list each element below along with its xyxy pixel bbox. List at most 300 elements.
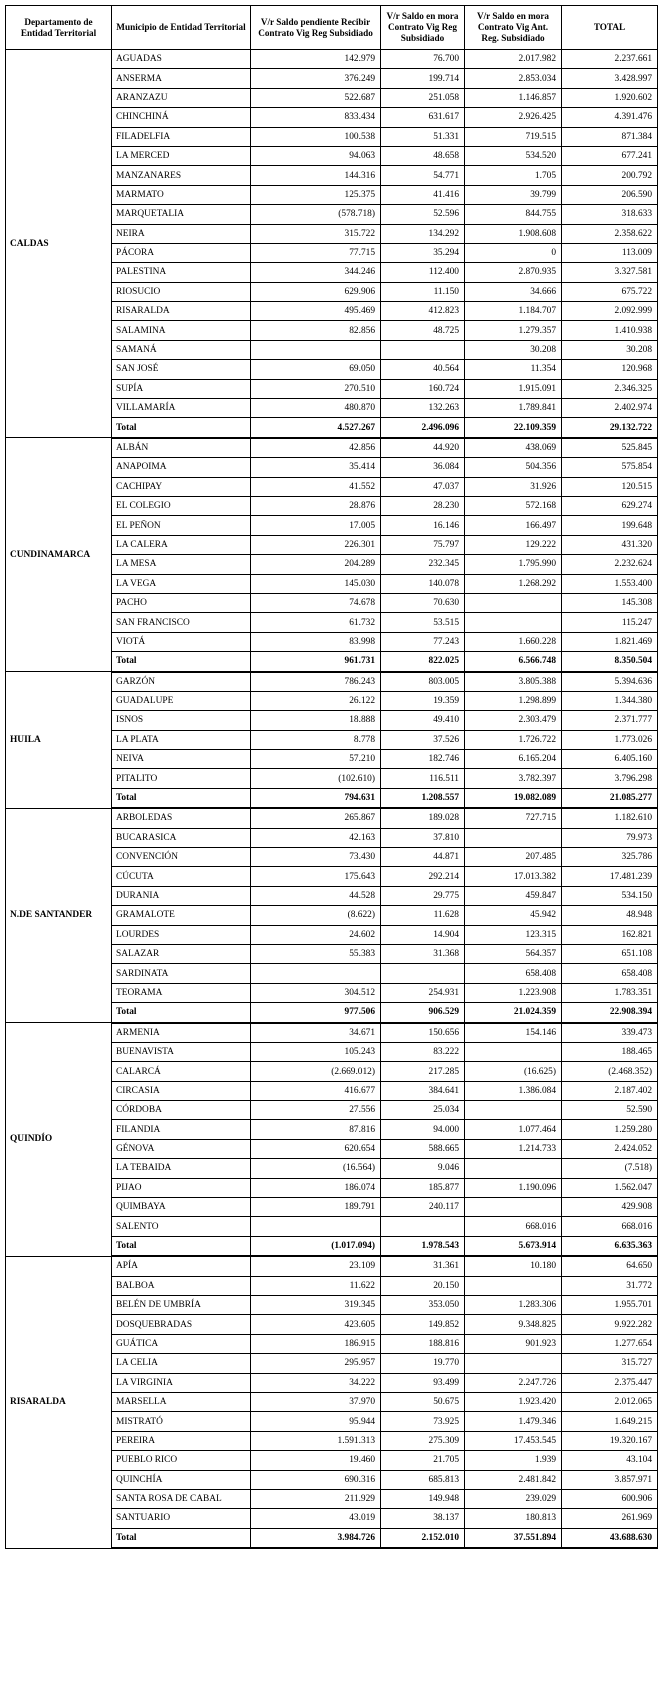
municipality-cell: APÍA xyxy=(112,1256,251,1276)
value-cell: 144.316 xyxy=(251,166,381,185)
value-cell: (16.625) xyxy=(465,1062,562,1081)
value-cell: 495.469 xyxy=(251,302,381,321)
municipality-cell: DOSQUEBRADAS xyxy=(112,1315,251,1334)
value-cell: 199.648 xyxy=(562,516,658,535)
value-cell: 94.000 xyxy=(381,1120,465,1139)
municipality-cell: LA VIRGINIA xyxy=(112,1373,251,1392)
value-cell: 1.283.306 xyxy=(465,1296,562,1315)
value-cell: 677.241 xyxy=(562,146,658,165)
value-cell: 44.528 xyxy=(251,886,381,905)
balance-table xyxy=(5,5,658,1549)
table-header xyxy=(6,6,658,50)
value-cell: 572.168 xyxy=(465,496,562,515)
value-cell: 45.942 xyxy=(465,906,562,925)
value-cell: 1.182.610 xyxy=(562,808,658,828)
value-cell: 123.315 xyxy=(465,925,562,944)
value-cell: 50.675 xyxy=(381,1392,465,1411)
value-cell: 261.969 xyxy=(562,1509,658,1528)
value-cell: 833.434 xyxy=(251,108,381,127)
value-cell xyxy=(465,1159,562,1178)
value-cell: 186.074 xyxy=(251,1178,381,1197)
value-cell: 251.058 xyxy=(381,88,465,107)
value-cell xyxy=(465,593,562,612)
total-value: 3.984.726 xyxy=(251,1528,381,1548)
total-value: 5.673.914 xyxy=(465,1236,562,1256)
municipality-cell: MANZANARES xyxy=(112,166,251,185)
value-cell: 186.915 xyxy=(251,1334,381,1353)
value-cell: 154.146 xyxy=(465,1023,562,1043)
municipality-cell: GUÁTICA xyxy=(112,1334,251,1353)
municipality-cell: LA PLATA xyxy=(112,730,251,749)
municipality-cell: VILLAMARÍA xyxy=(112,399,251,418)
value-cell: 41.416 xyxy=(381,185,465,204)
value-cell: 2.012.065 xyxy=(562,1392,658,1411)
municipality-cell: FILADELFIA xyxy=(112,127,251,146)
department-cell: QUINDÍO xyxy=(6,1023,112,1257)
value-cell: 2.853.034 xyxy=(465,69,562,88)
value-cell: 534.150 xyxy=(562,886,658,905)
value-cell: 2.187.402 xyxy=(562,1081,658,1100)
value-cell: 629.274 xyxy=(562,496,658,515)
value-cell: 160.724 xyxy=(381,379,465,398)
municipality-cell: NEIVA xyxy=(112,750,251,769)
value-cell: 325.786 xyxy=(562,848,658,867)
value-cell: 182.746 xyxy=(381,750,465,769)
municipality-cell: CONVENCIÓN xyxy=(112,848,251,867)
value-cell: 57.210 xyxy=(251,750,381,769)
value-cell: 93.499 xyxy=(381,1373,465,1392)
value-cell: 1.184.707 xyxy=(465,302,562,321)
department-cell: CALDAS xyxy=(6,50,112,438)
municipality-cell: ANAPOIMA xyxy=(112,458,251,477)
value-cell: 42.163 xyxy=(251,828,381,847)
value-cell: 189.028 xyxy=(381,808,465,828)
value-cell: 11.354 xyxy=(465,360,562,379)
value-cell: 1.649.215 xyxy=(562,1412,658,1431)
municipality-cell: ARBOLEDAS xyxy=(112,808,251,828)
value-cell: 315.727 xyxy=(562,1354,658,1373)
value-cell: 668.016 xyxy=(465,1217,562,1236)
municipality-cell: PUEBLO RICO xyxy=(112,1451,251,1470)
value-cell: 20.150 xyxy=(381,1276,465,1295)
municipality-cell: SALAMINA xyxy=(112,321,251,340)
total-value: 8.350.504 xyxy=(562,652,658,672)
value-cell xyxy=(381,1217,465,1236)
value-cell: 1.268.292 xyxy=(465,574,562,593)
value-cell: 3.428.997 xyxy=(562,69,658,88)
value-cell: 2.481.842 xyxy=(465,1470,562,1489)
value-cell: (7.518) xyxy=(562,1159,658,1178)
value-cell: 17.005 xyxy=(251,516,381,535)
value-cell: 83.998 xyxy=(251,632,381,651)
value-cell xyxy=(465,1042,562,1061)
value-cell: 77.715 xyxy=(251,243,381,262)
value-cell: 64.650 xyxy=(562,1256,658,1276)
value-cell: 41.552 xyxy=(251,477,381,496)
value-cell: 34.666 xyxy=(465,282,562,301)
value-cell: 1.789.841 xyxy=(465,399,562,418)
value-cell: 651.108 xyxy=(562,944,658,963)
value-cell: 75.797 xyxy=(381,535,465,554)
municipality-cell: CHINCHINÁ xyxy=(112,108,251,127)
value-cell: 11.150 xyxy=(381,282,465,301)
total-value: 1.978.543 xyxy=(381,1236,465,1256)
value-cell: 52.590 xyxy=(562,1101,658,1120)
value-cell: 31.926 xyxy=(465,477,562,496)
value-cell: 318.633 xyxy=(562,205,658,224)
value-cell: 2.375.447 xyxy=(562,1373,658,1392)
value-cell: 620.654 xyxy=(251,1139,381,1158)
municipality-cell: CÓRDOBA xyxy=(112,1101,251,1120)
municipality-cell: LA MESA xyxy=(112,555,251,574)
value-cell: 2.926.425 xyxy=(465,108,562,127)
value-cell: 150.656 xyxy=(381,1023,465,1043)
value-cell: 1.279.357 xyxy=(465,321,562,340)
municipality-cell: SAMANÁ xyxy=(112,340,251,359)
municipality-cell: PIJAO xyxy=(112,1178,251,1197)
value-cell: 1.146.857 xyxy=(465,88,562,107)
value-cell: 23.109 xyxy=(251,1256,381,1276)
value-cell: 1.562.047 xyxy=(562,1178,658,1197)
value-cell: 166.497 xyxy=(465,516,562,535)
value-cell: 384.641 xyxy=(381,1081,465,1100)
value-cell: 2.346.325 xyxy=(562,379,658,398)
value-cell: 1.591.313 xyxy=(251,1431,381,1450)
value-cell: 120.968 xyxy=(562,360,658,379)
value-cell: 871.384 xyxy=(562,127,658,146)
value-cell: 120.515 xyxy=(562,477,658,496)
municipality-cell: CIRCASIA xyxy=(112,1081,251,1100)
municipality-cell: QUINCHÍA xyxy=(112,1470,251,1489)
total-value: 794.631 xyxy=(251,788,381,808)
value-cell: 1.277.654 xyxy=(562,1334,658,1353)
value-cell: 423.605 xyxy=(251,1315,381,1334)
value-cell: 534.520 xyxy=(465,146,562,165)
municipality-cell: MISTRATÓ xyxy=(112,1412,251,1431)
value-cell: 69.050 xyxy=(251,360,381,379)
value-cell: 70.630 xyxy=(381,593,465,612)
value-cell: 112.400 xyxy=(381,263,465,282)
value-cell: 25.034 xyxy=(381,1101,465,1120)
value-cell: 8.778 xyxy=(251,730,381,749)
municipality-cell: LOURDES xyxy=(112,925,251,944)
value-cell: 1.214.733 xyxy=(465,1139,562,1158)
value-cell: 600.906 xyxy=(562,1489,658,1508)
value-cell: 1.410.938 xyxy=(562,321,658,340)
value-cell: 95.944 xyxy=(251,1412,381,1431)
value-cell: 11.622 xyxy=(251,1276,381,1295)
municipality-cell: SALAZAR xyxy=(112,944,251,963)
value-cell: 2.247.726 xyxy=(465,1373,562,1392)
total-value: 21.024.359 xyxy=(465,1003,562,1023)
value-cell: 116.511 xyxy=(381,769,465,788)
value-cell: 2.424.052 xyxy=(562,1139,658,1158)
value-cell: 82.856 xyxy=(251,321,381,340)
value-cell: 35.294 xyxy=(381,243,465,262)
value-cell: 27.556 xyxy=(251,1101,381,1120)
municipality-cell: SANTA ROSA DE CABAL xyxy=(112,1489,251,1508)
value-cell: 42.856 xyxy=(251,438,381,458)
value-cell: 239.029 xyxy=(465,1489,562,1508)
municipality-cell: ARANZAZU xyxy=(112,88,251,107)
total-value: 2.496.096 xyxy=(381,418,465,438)
value-cell: 2.371.777 xyxy=(562,711,658,730)
value-cell: 204.289 xyxy=(251,555,381,574)
value-cell: 0 xyxy=(465,243,562,262)
department-cell: N.DE SANTANDER xyxy=(6,808,112,1022)
value-cell: 901.923 xyxy=(465,1334,562,1353)
value-cell: 54.771 xyxy=(381,166,465,185)
table-row xyxy=(6,438,658,458)
table-row xyxy=(6,1023,658,1043)
municipality-cell: VIOTÁ xyxy=(112,632,251,651)
total-label: Total xyxy=(112,1003,251,1023)
municipality-cell: LA CELIA xyxy=(112,1354,251,1373)
value-cell: 100.538 xyxy=(251,127,381,146)
value-cell: 30.208 xyxy=(562,340,658,359)
value-cell: 6.405.160 xyxy=(562,750,658,769)
value-cell: 19.320.167 xyxy=(562,1431,658,1450)
municipality-cell: EL PEÑON xyxy=(112,516,251,535)
municipality-cell: MARSELLA xyxy=(112,1392,251,1411)
total-value: 2.152.010 xyxy=(381,1528,465,1548)
municipality-cell: LA TEBAIDA xyxy=(112,1159,251,1178)
value-cell: 431.320 xyxy=(562,535,658,554)
value-cell: 1.955.701 xyxy=(562,1296,658,1315)
value-cell: 1.386.084 xyxy=(465,1081,562,1100)
value-cell xyxy=(251,1217,381,1236)
value-cell: 1.223.908 xyxy=(465,983,562,1002)
municipality-cell: LA CALERA xyxy=(112,535,251,554)
municipality-cell: PITALITO xyxy=(112,769,251,788)
value-cell: 76.700 xyxy=(381,50,465,69)
total-label: Total xyxy=(112,788,251,808)
total-value: 29.132.722 xyxy=(562,418,658,438)
value-cell: 292.214 xyxy=(381,867,465,886)
total-value: 822.025 xyxy=(381,652,465,672)
value-cell: 26.122 xyxy=(251,691,381,710)
municipality-cell: FILANDIA xyxy=(112,1120,251,1139)
value-cell: 37.970 xyxy=(251,1392,381,1411)
value-cell: 1.660.228 xyxy=(465,632,562,651)
value-cell: 94.063 xyxy=(251,146,381,165)
value-cell: 344.246 xyxy=(251,263,381,282)
value-cell: 185.877 xyxy=(381,1178,465,1197)
value-cell: 631.617 xyxy=(381,108,465,127)
value-cell: 52.596 xyxy=(381,205,465,224)
value-cell: 48.658 xyxy=(381,146,465,165)
value-cell xyxy=(381,340,465,359)
municipality-cell: SUPÍA xyxy=(112,379,251,398)
value-cell: 55.383 xyxy=(251,944,381,963)
header-departamento: Departamento de Entidad Territorial xyxy=(6,6,112,50)
department-cell: HUILA xyxy=(6,672,112,809)
value-cell: 10.180 xyxy=(465,1256,562,1276)
value-cell: 339.473 xyxy=(562,1023,658,1043)
municipality-cell: MARQUETALIA xyxy=(112,205,251,224)
value-cell: 525.845 xyxy=(562,438,658,458)
value-cell: 416.677 xyxy=(251,1081,381,1100)
value-cell xyxy=(251,340,381,359)
value-cell: 232.345 xyxy=(381,555,465,574)
value-cell: 1.705 xyxy=(465,166,562,185)
value-cell: 38.137 xyxy=(381,1509,465,1528)
total-value: 906.529 xyxy=(381,1003,465,1023)
value-cell: 438.069 xyxy=(465,438,562,458)
value-cell: 53.515 xyxy=(381,613,465,632)
value-cell: 31.368 xyxy=(381,944,465,963)
value-cell: 588.665 xyxy=(381,1139,465,1158)
municipality-cell: BELÉN DE UMBRÍA xyxy=(112,1296,251,1315)
value-cell: 786.243 xyxy=(251,672,381,692)
value-cell: 295.957 xyxy=(251,1354,381,1373)
value-cell: 188.816 xyxy=(381,1334,465,1353)
value-cell xyxy=(465,613,562,632)
value-cell: 206.590 xyxy=(562,185,658,204)
value-cell: 129.222 xyxy=(465,535,562,554)
value-cell: 77.243 xyxy=(381,632,465,651)
municipality-cell: SAN JOSÉ xyxy=(112,360,251,379)
value-cell: 149.948 xyxy=(381,1489,465,1508)
value-cell: 254.931 xyxy=(381,983,465,1002)
municipality-cell: TEORAMA xyxy=(112,983,251,1002)
total-value: 22.109.359 xyxy=(465,418,562,438)
value-cell: 304.512 xyxy=(251,983,381,1002)
value-cell: 1.344.380 xyxy=(562,691,658,710)
value-cell: 44.871 xyxy=(381,848,465,867)
value-cell: 30.208 xyxy=(465,340,562,359)
value-cell: 9.046 xyxy=(381,1159,465,1178)
value-cell: 3.327.581 xyxy=(562,263,658,282)
value-cell: 142.979 xyxy=(251,50,381,69)
municipality-cell: LA VEGA xyxy=(112,574,251,593)
table-row xyxy=(6,808,658,828)
value-cell: 1.773.026 xyxy=(562,730,658,749)
value-cell: 1.726.722 xyxy=(465,730,562,749)
municipality-cell: MARMATO xyxy=(112,185,251,204)
value-cell: 4.391.476 xyxy=(562,108,658,127)
value-cell: 3.796.298 xyxy=(562,769,658,788)
table-row xyxy=(6,50,658,69)
value-cell: (2.669.012) xyxy=(251,1062,381,1081)
value-cell: 29.775 xyxy=(381,886,465,905)
value-cell: 113.009 xyxy=(562,243,658,262)
total-value: 6.635.363 xyxy=(562,1236,658,1256)
value-cell: 522.687 xyxy=(251,88,381,107)
total-value: 4.527.267 xyxy=(251,418,381,438)
total-label: Total xyxy=(112,1236,251,1256)
value-cell: 2.017.982 xyxy=(465,50,562,69)
value-cell: 353.050 xyxy=(381,1296,465,1315)
total-label: Total xyxy=(112,1528,251,1548)
value-cell: 73.430 xyxy=(251,848,381,867)
value-cell: 685.813 xyxy=(381,1470,465,1489)
municipality-cell: DURANIA xyxy=(112,886,251,905)
value-cell: 1.923.420 xyxy=(465,1392,562,1411)
value-cell: 37.526 xyxy=(381,730,465,749)
value-cell: 2.870.935 xyxy=(465,263,562,282)
municipality-cell: GARZÓN xyxy=(112,672,251,692)
value-cell: 275.309 xyxy=(381,1431,465,1450)
value-cell xyxy=(465,828,562,847)
value-cell: 34.222 xyxy=(251,1373,381,1392)
header-row xyxy=(6,6,658,50)
value-cell: 1.553.400 xyxy=(562,574,658,593)
total-value: 6.566.748 xyxy=(465,652,562,672)
value-cell: 1.908.608 xyxy=(465,224,562,243)
total-label: Total xyxy=(112,418,251,438)
value-cell: (2.468.352) xyxy=(562,1062,658,1081)
total-value: 43.688.630 xyxy=(562,1528,658,1548)
value-cell: 564.357 xyxy=(465,944,562,963)
value-cell: 9.348.825 xyxy=(465,1315,562,1334)
total-value: 19.082.089 xyxy=(465,788,562,808)
value-cell: 175.643 xyxy=(251,867,381,886)
value-cell: 73.925 xyxy=(381,1412,465,1431)
value-cell xyxy=(465,1276,562,1295)
value-cell: 727.715 xyxy=(465,808,562,828)
value-cell: 34.671 xyxy=(251,1023,381,1043)
value-cell: 134.292 xyxy=(381,224,465,243)
value-cell: 51.331 xyxy=(381,127,465,146)
value-cell: 217.285 xyxy=(381,1062,465,1081)
value-cell: 1.939 xyxy=(465,1451,562,1470)
value-cell: 31.772 xyxy=(562,1276,658,1295)
municipality-cell: PÁCORA xyxy=(112,243,251,262)
value-cell xyxy=(381,964,465,983)
total-value: 21.085.277 xyxy=(562,788,658,808)
value-cell: 1.259.280 xyxy=(562,1120,658,1139)
value-cell: 125.375 xyxy=(251,185,381,204)
municipality-cell: PALESTINA xyxy=(112,263,251,282)
value-cell: 37.810 xyxy=(381,828,465,847)
value-cell: 11.628 xyxy=(381,906,465,925)
value-cell: 480.870 xyxy=(251,399,381,418)
value-cell: 36.084 xyxy=(381,458,465,477)
municipality-cell: GRAMALOTE xyxy=(112,906,251,925)
value-cell: 2.358.622 xyxy=(562,224,658,243)
municipality-cell: RISARALDA xyxy=(112,302,251,321)
municipality-cell: GUADALUPE xyxy=(112,691,251,710)
value-cell: 24.602 xyxy=(251,925,381,944)
value-cell: 315.722 xyxy=(251,224,381,243)
value-cell: 1.795.990 xyxy=(465,555,562,574)
value-cell: 17.013.382 xyxy=(465,867,562,886)
value-cell: (8.622) xyxy=(251,906,381,925)
municipality-cell: EL COLEGIO xyxy=(112,496,251,515)
municipality-cell: RIOSUCIO xyxy=(112,282,251,301)
value-cell: 145.030 xyxy=(251,574,381,593)
value-cell: 1.821.469 xyxy=(562,632,658,651)
value-cell: 200.792 xyxy=(562,166,658,185)
report-sheet xyxy=(5,5,657,1549)
value-cell: 19.359 xyxy=(381,691,465,710)
value-cell: 3.857.971 xyxy=(562,1470,658,1489)
value-cell: 115.247 xyxy=(562,613,658,632)
value-cell: 44.920 xyxy=(381,438,465,458)
value-cell: 1.190.096 xyxy=(465,1178,562,1197)
value-cell: 48.948 xyxy=(562,906,658,925)
value-cell: 504.356 xyxy=(465,458,562,477)
value-cell: 211.929 xyxy=(251,1489,381,1508)
value-cell: 14.904 xyxy=(381,925,465,944)
value-cell: 189.791 xyxy=(251,1198,381,1217)
value-cell: 49.410 xyxy=(381,711,465,730)
header-total: TOTAL xyxy=(562,6,658,50)
value-cell: 1.298.899 xyxy=(465,691,562,710)
value-cell: 16.146 xyxy=(381,516,465,535)
value-cell: 1.783.351 xyxy=(562,983,658,1002)
